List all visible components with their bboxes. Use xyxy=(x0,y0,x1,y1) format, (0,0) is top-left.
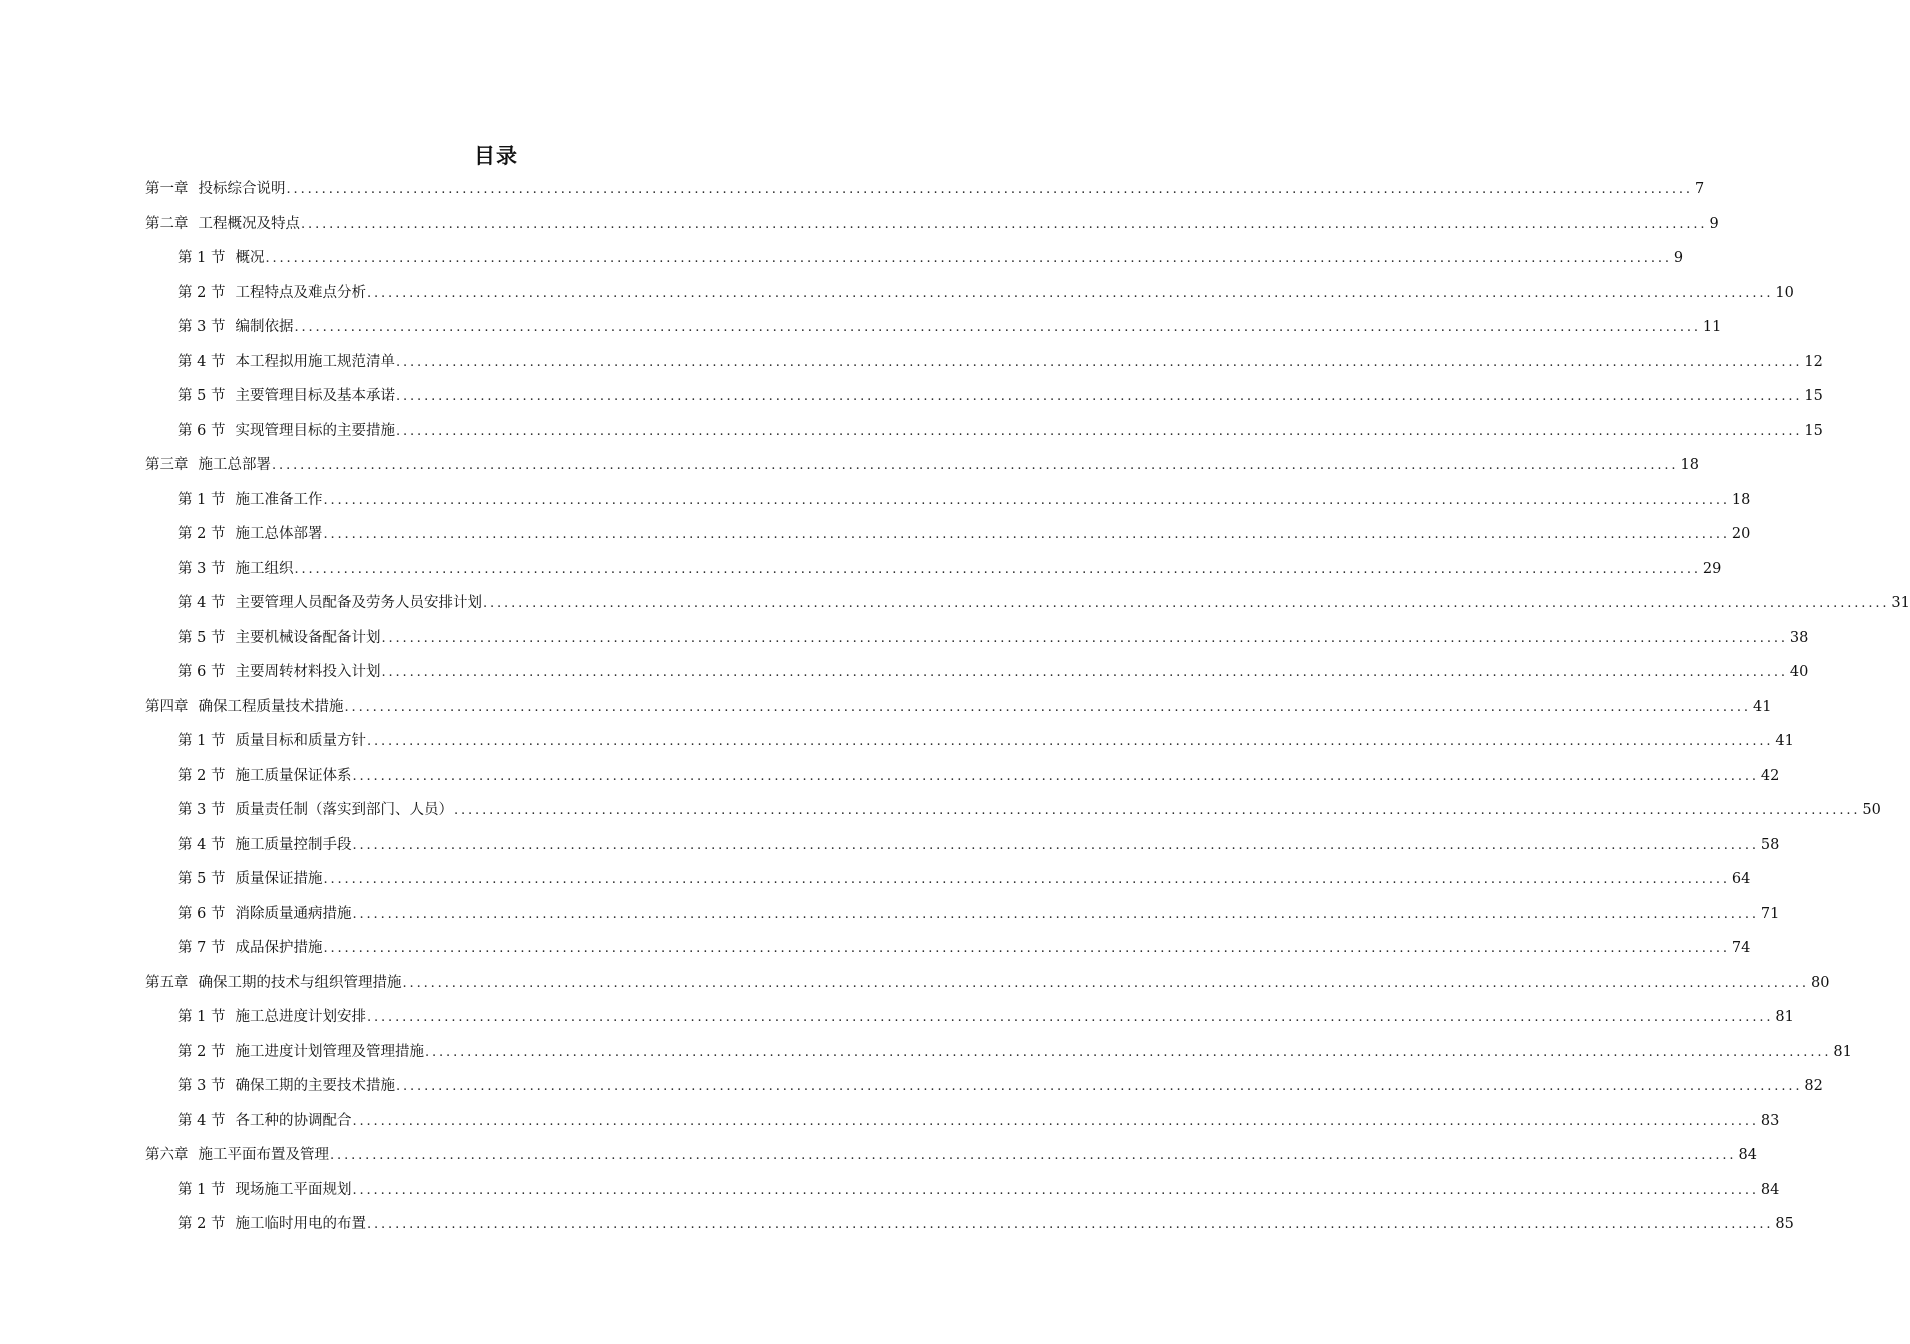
toc-entry-text: 主要周转材料投入计划 xyxy=(235,664,381,680)
toc-section-entry[interactable] xyxy=(145,586,1910,621)
toc-section-entry[interactable] xyxy=(145,931,1751,966)
toc-entry-number: 第 3 节 xyxy=(178,1078,226,1094)
toc-entry-number: 第一章 xyxy=(145,181,189,197)
toc-entry-label xyxy=(178,1069,395,1104)
toc-dot-leader: ........................................................................................................................................................................................................ xyxy=(366,285,1774,301)
toc-entry-label xyxy=(178,1000,366,1035)
toc-entry-label xyxy=(145,172,286,207)
toc-entry-number: 第 2 节 xyxy=(178,1216,226,1232)
toc-section-entry[interactable] xyxy=(145,379,1823,414)
toc-dot-leader: ........................................................................................................................................................................................................ xyxy=(323,527,1730,542)
toc-entry-label xyxy=(178,310,293,345)
toc-page-number: 84 xyxy=(1738,1147,1757,1163)
toc-entry-number: 第二章 xyxy=(145,215,189,232)
toc-entry-number: 第 5 节 xyxy=(178,871,226,887)
toc-entry-text: 成品保护措施 xyxy=(235,940,323,956)
toc-entry-number: 第 1 节 xyxy=(178,1181,226,1198)
toc-entry-label xyxy=(145,207,300,242)
toc-section-entry[interactable] xyxy=(145,759,1780,794)
toc-entry-label xyxy=(145,448,271,483)
toc-page-number: 82 xyxy=(1804,1078,1823,1094)
toc-dot-leader: ........................................................................................................................................................................................................ xyxy=(272,458,1679,473)
toc-entry-number: 第 1 节 xyxy=(178,250,226,266)
toc-entry-text: 施工质量保证体系 xyxy=(235,767,352,784)
toc-page-number: 74 xyxy=(1731,940,1751,956)
toc-entry-label xyxy=(178,241,264,276)
toc-section-entry[interactable] xyxy=(145,1207,1794,1242)
toc-dot-leader: ........................................................................................................................................................................................................ xyxy=(344,699,1751,715)
toc-page-number: 58 xyxy=(1760,836,1780,853)
toc-dot-leader: ........................................................................................................................................................................................................ xyxy=(395,389,1803,404)
toc-dot-leader: ........................................................................................................................................................................................................ xyxy=(352,906,1759,922)
toc-entry-number: 第 5 节 xyxy=(178,388,226,404)
toc-entry-text: 现场施工平面规划 xyxy=(235,1181,352,1198)
toc-entry-label xyxy=(178,931,322,966)
toc-page-number: 9 xyxy=(1673,250,1684,266)
toc-entry-label xyxy=(145,690,344,725)
toc-dot-leader: ........................................................................................................................................................................................................ xyxy=(424,1044,1832,1060)
toc-entry-text: 主要机械设备配备计划 xyxy=(235,629,381,646)
toc-entry-label xyxy=(178,483,322,518)
toc-dot-leader: ........................................................................................................................................................................................................ xyxy=(352,1182,1759,1198)
toc-entry-label xyxy=(178,517,322,552)
toc-entry-text: 主要管理目标及基本承诺 xyxy=(235,388,395,404)
toc-entry-text: 各工种的协调配合 xyxy=(235,1112,352,1129)
toc-entry-text: 施工进度计划管理及管理措施 xyxy=(235,1043,424,1060)
toc-page-number: 38 xyxy=(1789,629,1809,646)
toc-dot-leader: ........................................................................................................................................................................................................ xyxy=(294,561,1701,577)
toc-entry-text: 实现管理目标的主要措施 xyxy=(235,422,395,439)
toc-chapter-entry[interactable] xyxy=(145,448,1699,483)
toc-page-number: 71 xyxy=(1760,905,1780,922)
toc-page-number: 41 xyxy=(1775,733,1794,749)
toc-list xyxy=(145,172,1910,1242)
toc-entry-number: 第 5 节 xyxy=(178,629,226,646)
toc-section-entry[interactable] xyxy=(145,621,1809,656)
toc-entry-number: 第 3 节 xyxy=(178,319,226,335)
toc-page-number: 12 xyxy=(1804,353,1823,370)
toc-section-entry[interactable] xyxy=(145,1069,1823,1104)
toc-dot-leader: ........................................................................................................................................................................................................ xyxy=(482,596,1890,611)
toc-entry-text: 主要管理人员配备及劳务人员安排计划 xyxy=(235,595,482,611)
toc-page-number: 29 xyxy=(1702,560,1722,577)
toc-section-entry[interactable] xyxy=(145,897,1780,932)
toc-entry-text: 施工组织 xyxy=(235,560,294,577)
toc-entry-label xyxy=(178,897,351,932)
toc-entry-text: 工程特点及难点分析 xyxy=(235,284,366,301)
toc-entry-number: 第六章 xyxy=(145,1147,189,1163)
toc-dot-leader: ........................................................................................................................................................................................................ xyxy=(286,182,1693,197)
toc-entry-number: 第 3 节 xyxy=(178,802,226,818)
toc-section-entry[interactable] xyxy=(145,1173,1780,1208)
toc-page-number: 18 xyxy=(1731,491,1751,508)
toc-entry-label xyxy=(178,1035,424,1070)
toc-entry-label xyxy=(178,655,380,690)
toc-entry-number: 第 2 节 xyxy=(178,526,226,542)
toc-entry-text: 施工平面布置及管理 xyxy=(198,1147,329,1163)
toc-entry-text: 概况 xyxy=(235,250,265,266)
toc-page-number: 41 xyxy=(1752,698,1772,715)
toc-entry-label xyxy=(178,621,380,656)
toc-entry-number: 第 6 节 xyxy=(178,664,226,680)
toc-dot-leader: ........................................................................................................................................................................................................ xyxy=(395,1079,1803,1094)
toc-chapter-entry[interactable] xyxy=(145,1138,1757,1173)
toc-dot-leader: ........................................................................................................................................................................................................ xyxy=(366,1217,1774,1232)
toc-page-number: 18 xyxy=(1680,457,1699,473)
toc-page-number: 11 xyxy=(1702,319,1722,335)
toc-title: 目录 xyxy=(474,144,518,168)
toc-entry-label xyxy=(178,1104,351,1139)
toc-section-entry[interactable] xyxy=(145,241,1684,276)
toc-entry-text: 工程概况及特点 xyxy=(198,215,300,232)
toc-page-number: 50 xyxy=(1862,802,1881,818)
toc-section-entry[interactable] xyxy=(145,276,1794,311)
toc-dot-leader: ........................................................................................................................................................................................................ xyxy=(323,492,1730,508)
toc-dot-leader: ........................................................................................................................................................................................................ xyxy=(352,837,1759,853)
toc-entry-label xyxy=(178,828,351,863)
toc-entry-text: 施工临时用电的布置 xyxy=(235,1216,366,1232)
toc-entry-label xyxy=(178,1173,351,1208)
toc-page-number: 85 xyxy=(1775,1216,1794,1232)
toc-page-number: 15 xyxy=(1804,388,1823,404)
toc-section-entry[interactable] xyxy=(145,310,1722,345)
toc-chapter-entry[interactable] xyxy=(145,966,1830,1001)
toc-entry-text: 本工程拟用施工规范清单 xyxy=(235,353,395,370)
toc-dot-leader: ........................................................................................................................................................................................................ xyxy=(301,216,1708,232)
toc-section-entry[interactable] xyxy=(145,655,1809,690)
toc-dot-leader: ........................................................................................................................................................................................................ xyxy=(352,768,1759,784)
toc-entry-number: 第 3 节 xyxy=(178,560,226,577)
toc-entry-label xyxy=(145,1138,329,1173)
toc-dot-leader: ........................................................................................................................................................................................................ xyxy=(366,1010,1774,1025)
toc-entry-label xyxy=(178,552,293,587)
toc-dot-leader: ........................................................................................................................................................................................................ xyxy=(330,1148,1737,1163)
toc-page-number: 80 xyxy=(1810,974,1830,991)
toc-entry-text: 质量保证措施 xyxy=(235,871,323,887)
toc-page-number: 42 xyxy=(1760,767,1780,784)
toc-dot-leader: ........................................................................................................................................................................................................ xyxy=(381,630,1788,646)
toc-entry-number: 第 1 节 xyxy=(178,1009,226,1025)
toc-entry-number: 第 4 节 xyxy=(178,353,226,370)
toc-entry-text: 施工准备工作 xyxy=(235,491,323,508)
toc-entry-label xyxy=(145,966,402,1001)
toc-dot-leader: ........................................................................................................................................................................................................ xyxy=(453,803,1861,818)
toc-section-entry[interactable] xyxy=(145,345,1823,380)
toc-dot-leader: ........................................................................................................................................................................................................ xyxy=(294,320,1701,335)
toc-entry-label xyxy=(178,586,482,621)
toc-entry-label xyxy=(178,862,322,897)
toc-page-number: 81 xyxy=(1775,1009,1794,1025)
toc-page-number: 40 xyxy=(1789,664,1809,680)
toc-page-number: 20 xyxy=(1731,526,1751,542)
toc-section-entry[interactable] xyxy=(145,793,1881,828)
toc-entry-label xyxy=(178,379,395,414)
toc-chapter-entry[interactable] xyxy=(145,207,1719,242)
toc-page-number: 15 xyxy=(1804,422,1823,439)
toc-entry-label xyxy=(178,724,366,759)
toc-entry-text: 质量目标和质量方针 xyxy=(235,733,366,749)
toc-entry-label xyxy=(178,1207,366,1242)
toc-section-entry[interactable] xyxy=(145,828,1780,863)
toc-section-entry[interactable] xyxy=(145,724,1794,759)
toc-section-entry[interactable] xyxy=(145,517,1751,552)
toc-entry-text: 确保工期的技术与组织管理措施 xyxy=(198,974,402,991)
toc-dot-leader: ........................................................................................................................................................................................................ xyxy=(381,665,1788,680)
toc-section-entry[interactable] xyxy=(145,552,1722,587)
toc-entry-number: 第四章 xyxy=(145,698,189,715)
toc-entry-number: 第三章 xyxy=(145,457,189,473)
toc-entry-text: 施工总部署 xyxy=(198,457,271,473)
toc-entry-text: 质量责任制（落实到部门、人员） xyxy=(235,802,453,818)
toc-dot-leader: ........................................................................................................................................................................................................ xyxy=(323,941,1730,956)
toc-dot-leader: ........................................................................................................................................................................................................ xyxy=(402,975,1809,991)
toc-entry-label xyxy=(178,345,395,380)
toc-entry-number: 第 7 节 xyxy=(178,940,226,956)
toc-entry-text: 确保工期的主要技术措施 xyxy=(235,1078,395,1094)
toc-section-entry[interactable] xyxy=(145,1035,1852,1070)
toc-entry-label xyxy=(178,793,453,828)
toc-dot-leader: ........................................................................................................................................................................................................ xyxy=(395,354,1803,370)
toc-entry-text: 施工质量控制手段 xyxy=(235,836,352,853)
toc-page-number: 9 xyxy=(1709,215,1719,232)
toc-page-number: 7 xyxy=(1694,181,1705,197)
toc-entry-number: 第 2 节 xyxy=(178,284,226,301)
toc-section-entry[interactable] xyxy=(145,862,1751,897)
toc-entry-text: 确保工程质量技术措施 xyxy=(198,698,344,715)
toc-section-entry[interactable] xyxy=(145,1000,1794,1035)
toc-entry-label xyxy=(178,759,351,794)
toc-chapter-entry[interactable] xyxy=(145,690,1772,725)
toc-entry-text: 编制依据 xyxy=(235,319,294,335)
toc-section-entry[interactable] xyxy=(145,1104,1780,1139)
toc-dot-leader: ........................................................................................................................................................................................................ xyxy=(395,423,1803,439)
toc-entry-number: 第 1 节 xyxy=(178,491,226,508)
toc-page-number: 64 xyxy=(1731,871,1751,887)
toc-entry-text: 施工总进度计划安排 xyxy=(235,1009,366,1025)
toc-entry-text: 投标综合说明 xyxy=(198,181,286,197)
toc-entry-text: 消除质量通病措施 xyxy=(235,905,352,922)
toc-entry-label xyxy=(178,414,395,449)
toc-entry-text: 施工总体部署 xyxy=(235,526,323,542)
toc-entry-number: 第 1 节 xyxy=(178,733,226,749)
toc-chapter-entry[interactable] xyxy=(145,172,1705,207)
toc-section-entry[interactable] xyxy=(145,483,1751,518)
toc-page-number: 10 xyxy=(1775,284,1794,301)
toc-dot-leader: ........................................................................................................................................................................................................ xyxy=(352,1113,1759,1129)
toc-dot-leader: ........................................................................................................................................................................................................ xyxy=(366,734,1774,749)
toc-page-number: 84 xyxy=(1760,1181,1780,1198)
toc-entry-number: 第 6 节 xyxy=(178,905,226,922)
toc-entry-number: 第五章 xyxy=(145,974,189,991)
toc-page-number: 81 xyxy=(1833,1043,1852,1060)
toc-entry-number: 第 2 节 xyxy=(178,1043,226,1060)
toc-entry-number: 第 4 节 xyxy=(178,1112,226,1129)
toc-page-number: 83 xyxy=(1760,1112,1780,1129)
toc-dot-leader: ........................................................................................................................................................................................................ xyxy=(323,872,1730,887)
toc-section-entry[interactable] xyxy=(145,414,1823,449)
toc-entry-number: 第 2 节 xyxy=(178,767,226,784)
toc-page-number: 31 xyxy=(1891,595,1910,611)
toc-entry-label xyxy=(178,276,366,311)
toc-dot-leader: ........................................................................................................................................................................................................ xyxy=(265,251,1672,266)
toc-entry-number: 第 6 节 xyxy=(178,422,226,439)
toc-entry-number: 第 4 节 xyxy=(178,836,226,853)
toc-entry-number: 第 4 节 xyxy=(178,595,226,611)
